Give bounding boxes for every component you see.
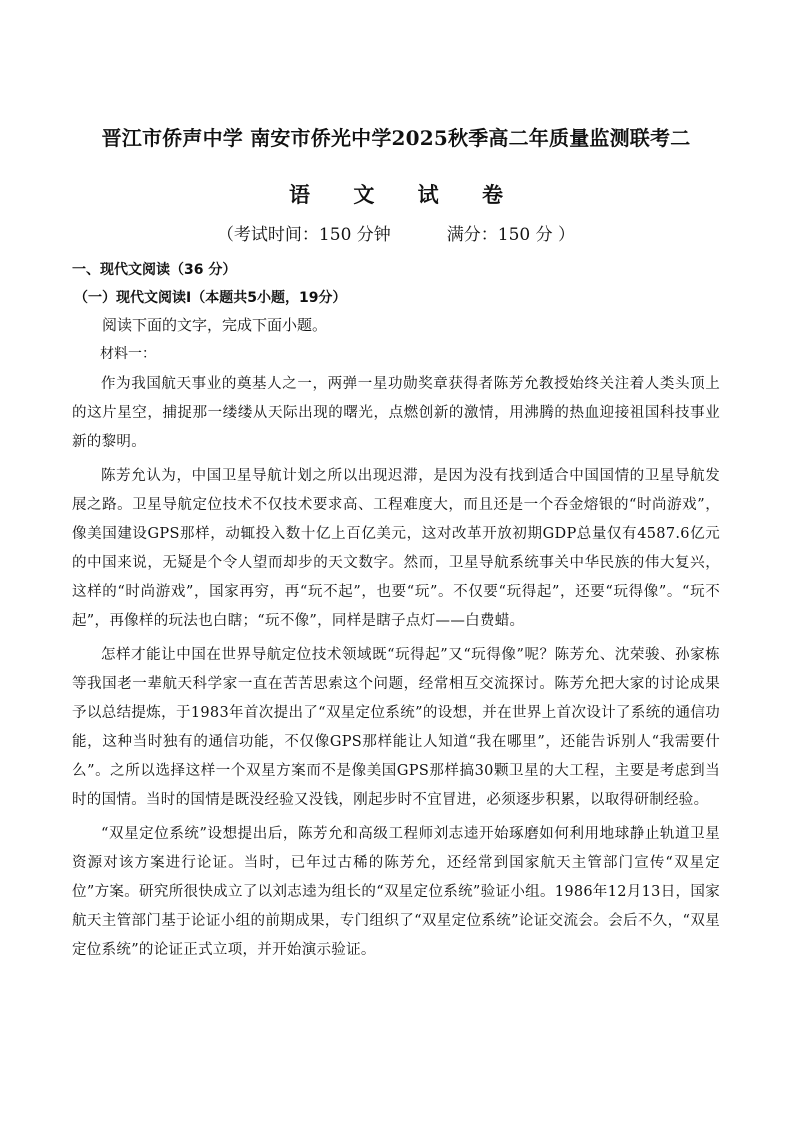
material-label: 材料一： (100, 346, 156, 362)
section-heading: 一、现代文阅读（36 分） (72, 262, 237, 278)
exam-title: 晋江市侨声中学 南安市侨光中学2025秋季高二年质量监测联考二 (101, 126, 691, 150)
exam-time: （考试时间：150 分钟 (216, 225, 391, 245)
article-paragraph: “双星定位系统”设想提出后，陈芳允和高级工程师刘志逵开始琢磨如何利用地球静止轨道卫星资源对该方案进行论证。当时，已年过古稀的陈芳允，还经常到国家航天主管部门宣传“双星定位”方案。研究所很快成立了以刘志逵为组长的“双星定位系统”验证小组。1986年12月13日，国家航天主管部门基于论证小组的前期成果，专门组织了“双星定位系统”论证交流会。会后不久，“双星定位系统”的论证正式立项，并开始演示验证。 (72, 826, 720, 958)
reading-instruction: 阅读下面的文字，完成下面小题。 (102, 316, 328, 334)
article-body (72, 370, 720, 965)
sub-section-heading: （一）现代文阅读Ⅰ（本题共5小题，19分） (74, 290, 347, 306)
exam-info (72, 222, 720, 248)
subject-title: 语 文 试 卷 (289, 182, 521, 207)
exam-score: 满分：150 分 ） (446, 225, 576, 245)
article-paragraph: 作为我国航天事业的奠基人之一，两弹一星功勋奖章获得者陈芳允教授始终关注着人类头顶上的这片星空，捕捉那一缕缕从天际出现的曙光，点燃创新的激情，用沸腾的热血迎接祖国科技事业新的黎明。 (72, 376, 720, 450)
article-paragraph: 怎样才能让中国在世界导航定位技术领域既“玩得起”又“玩得像”呢？陈芳允、沈荣骏、孙家栋等我国老一辈航天科学家一直在苦苦思索这个问题，经常相互交流探讨。陈芳允把大家的讨论成果予以总结提炼，于1983年首次提出了“双星定位系统”的设想，并在世界上首次设计了系统的通信功能，这种当时独有的通信功能，不仅像GPS那样能让人知道“我在哪里”，还能告诉别人“我需要什么”。之所以选择这样一个双星方案而不是像美国GPS那样搞30颗卫星的大工程，主要是考虑到当时的国情。当时的国情是既没经验又没钱，刚起步时不宜冒进，必须逐步积累，以取得研制经验。 (72, 647, 720, 808)
article-paragraph: 陈芳允认为，中国卫星导航计划之所以出现迟滞，是因为没有找到适合中国国情的卫星导航发展之路。卫星导航定位技术不仅技术要求高、工程难度大，而且还是一个吞金熔银的“时尚游戏”，像美国建设GPS那样，动辄投入数十亿上百亿美元，这对改革开放初期GDP总量仅有4587.6亿元的中国来说，无疑是个令人望而却步的天文数字。然而，卫星导航系统事关中华民族的伟大复兴，这样的“时尚游戏”，国家再穷，再“玩不起”，也要“玩”。不仅要“玩得起”，还要“玩得像”。“玩不起”，再像样的玩法也白瞎；“玩不像”，同样是瞎子点灯——白费蜡。 (72, 468, 720, 629)
